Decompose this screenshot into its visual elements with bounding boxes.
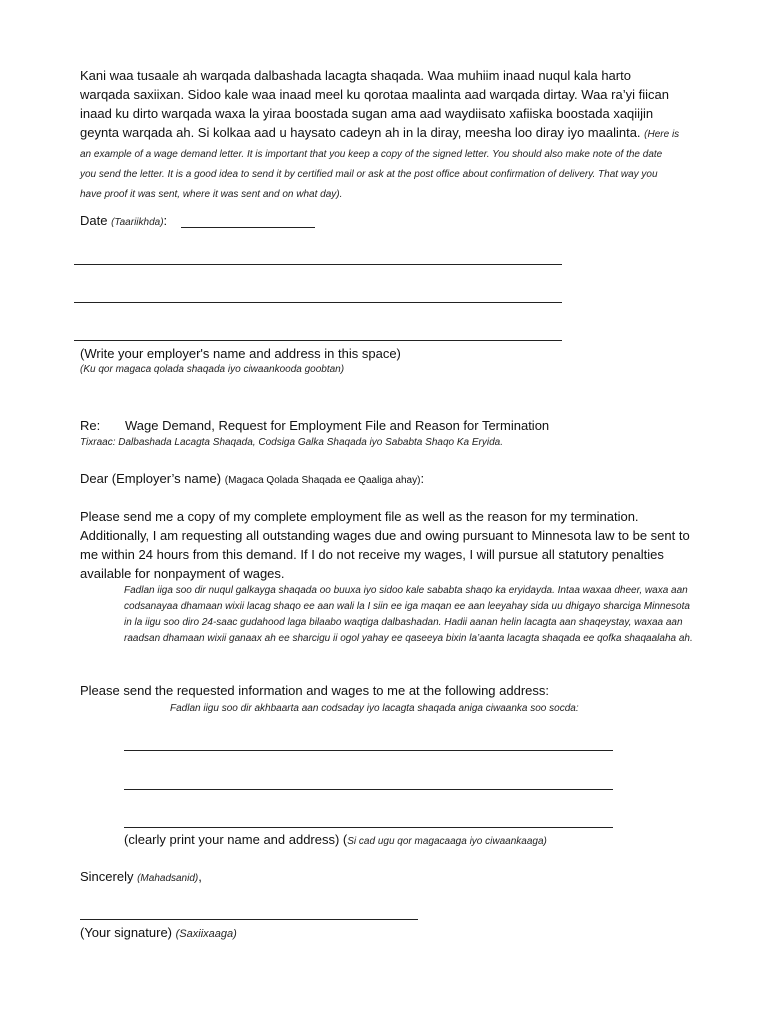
sender-address-line-2[interactable]	[124, 789, 613, 790]
salutation	[80, 469, 424, 490]
sender-address-line-1[interactable]	[124, 750, 613, 751]
employer-label: (Write your employer's name and address in this space)	[80, 346, 401, 361]
employer-address-line-3[interactable]	[74, 340, 562, 341]
print-name-label	[124, 830, 547, 850]
intro-somali: Kani waa tusaale ah warqada dalbashada lacagta shaqada. Waa muhiim inaad nuqul kala harto warqada saxiixan. Sidoo kale waa inaad meel ku qorotaa maalinta aad warqada dirtay. Waa ra’yi fiican inaad ku dirto warqada waxa la yiraa boostada sugan ama aad waydiisato xafiiska boostada xaqiijin geynta warqada ah. Si kolkaa aad u haysato cadeyn ah in la diray, meesha loo diray iyo maalinta.	[80, 68, 669, 140]
date-colon: :	[163, 213, 168, 228]
date-line	[80, 211, 167, 231]
print-name-text: (clearly print your name and address) (	[124, 832, 348, 847]
address-request-english: Please send the requested information and wages to me at the following address:	[80, 683, 550, 698]
body-somali: Fadlan iiga soo dir nuqul galkayga shaqada oo buuxa iyo sidoo kale sababta shaqo ka eryidayda. Intaa waxaa dheer, waxa aan codsanayaa dhamaan wixii lacag shaqo ee aan wali la I siin ee iga maqan ee aan leeyahay sida uu dhigayo sharciga Minnesota in la iigu soo diro 24-saac gudahood laga bilaabo waqtiga dalbashadan. Hadii aanan helin lacagta aan shaqeystay, waxaa aan raadsan dhamaan wixii ganaax ah ee sharcigu ii ogol yahay ee qaseeya bixin la’aanta lacagta shaqada ee qofka shaqaalaha ah.	[124, 585, 693, 644]
intro-paragraph	[80, 66, 680, 203]
print-name-somali: Si cad ugu qor magacaaga iyo ciwaankaaga)	[347, 836, 547, 847]
salutation-text: Dear (Employer’s name)	[80, 471, 222, 486]
sender-address-line-3[interactable]	[124, 827, 613, 828]
salutation-colon: :	[420, 471, 425, 486]
salutation-somali: (Magaca Qolada Shaqada ee Qaaliga ahay)	[224, 475, 421, 486]
signature-label	[80, 923, 237, 942]
re-subject: Wage Demand, Request for Employment File and Reason for Termination	[125, 418, 550, 433]
re-somali: Tixraac: Dalbashada Lacagta Shaqada, Codsiga Galka Shaqada iyo Sababta Shaqo Ka Eryida.	[80, 437, 503, 448]
re-prefix: Re:	[80, 418, 101, 433]
intro-english: (Here is an example of a wage demand letter. It is important that you keep a copy of the signed letter. You should also make note of the date you send the letter. It is a good idea to send it by certified mail or ask at the post office about confirmation of delivery. That way you have proof it was sent, where it was sent and on what day).	[80, 129, 680, 200]
address-request-somali: Fadlan iigu soo dir akhbaarta aan codsaday iyo lacagta shaqada aniga ciwaanka soo socda:	[170, 703, 579, 714]
date-somali: (Taariikhda)	[111, 217, 164, 228]
signature-somali: (Saxiixaaga)	[175, 928, 237, 940]
body-english: Please send me a copy of my complete employment file as well as the reason for my termination. Additionally, I am requesting all outstanding wages due and owing pursuant to Minnesota law to be sent to me within 24 hours from this demand. If I do not receive my wages, I will pursue all statutory penalties available for nonpayment of wages.	[80, 509, 690, 581]
date-label: Date	[80, 213, 108, 228]
signature-field[interactable]	[80, 919, 418, 920]
employer-somali: (Ku qor magaca qolada shaqada iyo ciwaankooda goobtan)	[80, 364, 345, 375]
closing-comma: ,	[198, 869, 202, 884]
date-field[interactable]	[181, 227, 315, 228]
employer-address-line-2[interactable]	[74, 302, 562, 303]
closing-somali: (Mahadsanid)	[137, 873, 199, 884]
closing	[80, 867, 202, 887]
signature-text: (Your signature)	[80, 925, 173, 940]
closing-text: Sincerely	[80, 869, 134, 884]
employer-address-line-1[interactable]	[74, 264, 562, 265]
